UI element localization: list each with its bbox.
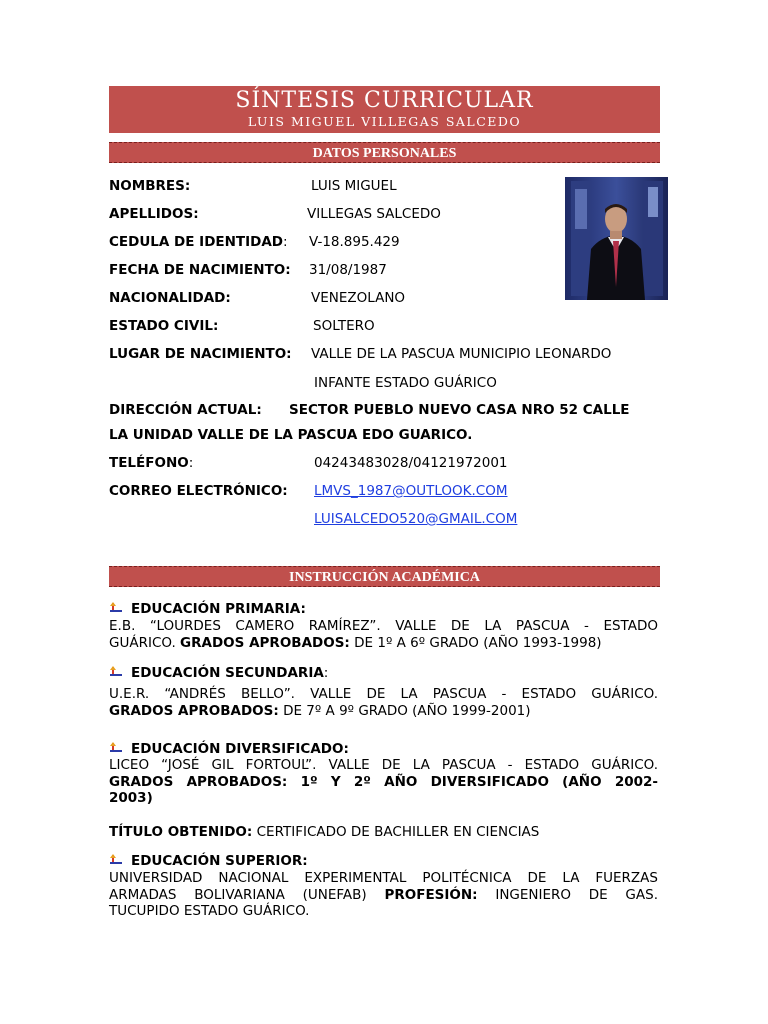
field-label: LUGAR DE NACIMIENTO: bbox=[109, 346, 292, 362]
edu-line: GRADOS APROBADOS: 1º Y 2º AÑO DIVERSIFICADO (AÑO 2002- bbox=[109, 773, 658, 790]
edu-primaria-text bbox=[109, 618, 658, 651]
email-link-2[interactable] bbox=[314, 510, 517, 528]
field-apellidos bbox=[109, 205, 199, 223]
edu-superior-heading bbox=[109, 853, 308, 870]
edu-line: ARMADAS BOLIVARIANA (UNEFAB) bbox=[109, 886, 367, 903]
field-value-lugar-2: INFANTE ESTADO GUÁRICO bbox=[314, 375, 497, 391]
edu-line: U.E.R. “ANDRÉS BELLO”. VALLE DE LA PASCUA - ESTADO GUÁRICO. bbox=[109, 686, 658, 702]
field-cedula bbox=[109, 233, 288, 251]
profile-photo-image bbox=[565, 177, 668, 300]
field-lugar bbox=[109, 345, 292, 363]
field-estado-civil bbox=[109, 317, 218, 335]
field-value-direccion: SECTOR PUEBLO NUEVO CASA NRO 52 CALLE bbox=[289, 402, 630, 418]
section-personal-data: DATOS PERSONALES bbox=[109, 142, 660, 163]
field-value-nombres: LUIS MIGUEL bbox=[311, 178, 397, 194]
field-value-estado-civil: SOLTERO bbox=[313, 318, 375, 334]
field-label: DIRECCIÓN ACTUAL: bbox=[109, 402, 262, 418]
field-telefono bbox=[109, 454, 193, 472]
section-academic: INSTRUCCIÓN ACADÉMICA bbox=[109, 566, 660, 587]
email-link-outlook[interactable]: LMVS_1987@OUTLOOK.COM bbox=[314, 483, 508, 499]
arrow-bullet-icon bbox=[109, 602, 123, 614]
field-colon: : bbox=[188, 455, 194, 471]
arrow-bullet-icon bbox=[109, 854, 123, 866]
edu-diversificado-text bbox=[109, 757, 658, 807]
field-value-cedula: V-18.895.429 bbox=[309, 234, 400, 250]
field-label: NACIONALIDAD: bbox=[109, 290, 231, 306]
edu-line: 2003) bbox=[109, 790, 153, 806]
field-correo bbox=[109, 482, 288, 500]
field-label: TELÉFONO bbox=[109, 455, 189, 471]
edu-grades-label: GRADOS APROBADOS: bbox=[180, 634, 350, 651]
edu-line: GUÁRICO. bbox=[109, 634, 176, 651]
edu-line: INGENIERO DE GAS. bbox=[495, 886, 658, 903]
field-direccion bbox=[109, 401, 262, 419]
edu-primaria-heading bbox=[109, 601, 306, 618]
field-value-nacionalidad: VENEZOLANO bbox=[311, 290, 406, 306]
email-link-gmail[interactable]: LUISALCEDO520@GMAIL.COM bbox=[314, 511, 518, 527]
edu-line-2 bbox=[109, 887, 658, 904]
field-label: CEDULA DE IDENTIDAD bbox=[109, 234, 284, 250]
field-label: APELLIDOS: bbox=[109, 206, 199, 222]
titulo-value: CERTIFICADO DE BACHILLER EN CIENCIAS bbox=[256, 824, 540, 840]
field-label: CORREO ELECTRÓNICO: bbox=[109, 483, 288, 499]
edu-line: LICEO “JOSÉ GIL FORTOUL”. VALLE DE LA PASCUA - ESTADO GUÁRICO. bbox=[109, 757, 658, 773]
field-nacionalidad bbox=[109, 289, 231, 307]
edu-line: DE 7º A 9º GRADO (AÑO 1999-2001) bbox=[283, 702, 531, 719]
field-label: ESTADO CIVIL: bbox=[109, 318, 219, 334]
edu-secundaria-heading bbox=[109, 665, 328, 682]
arrow-bullet-icon bbox=[109, 742, 123, 754]
arrow-bullet-icon bbox=[109, 666, 123, 678]
edu-line: TUCUPIDO ESTADO GUÁRICO. bbox=[109, 903, 310, 919]
titulo-label: TÍTULO OBTENIDO: bbox=[109, 824, 253, 840]
edu-line: UNIVERSIDAD NACIONAL EXPERIMENTAL POLITÉCNICA DE LA FUERZAS bbox=[109, 870, 658, 886]
edu-diversificado-title: EDUCACIÓN DIVERSIFICADO: bbox=[131, 741, 349, 757]
field-value-fecha: 31/08/1987 bbox=[309, 262, 387, 278]
edu-primaria-title: EDUCACIÓN PRIMARIA: bbox=[131, 601, 306, 617]
email-link-1[interactable] bbox=[314, 482, 507, 500]
edu-secundaria-text bbox=[109, 686, 658, 719]
document-title: SÍNTESIS CURRICULAR bbox=[235, 88, 534, 113]
field-colon: : bbox=[283, 234, 288, 250]
field-value-telefono: 04243483028/04121972001 bbox=[314, 455, 508, 471]
field-label: FECHA DE NACIMIENTO: bbox=[109, 262, 291, 278]
titulo-obtenido bbox=[109, 823, 539, 841]
edu-superior-title: EDUCACIÓN SUPERIOR: bbox=[131, 853, 308, 869]
field-value-apellidos: VILLEGAS SALCEDO bbox=[307, 206, 441, 222]
edu-secundaria-title: EDUCACIÓN SECUNDARIA bbox=[131, 665, 324, 681]
field-fecha bbox=[109, 261, 291, 279]
title-banner bbox=[109, 86, 660, 133]
profile-photo bbox=[565, 177, 668, 300]
edu-grades-label: GRADOS APROBADOS: bbox=[109, 702, 279, 719]
edu-superior-text bbox=[109, 870, 658, 920]
field-value-lugar: VALLE DE LA PASCUA MUNICIPIO LEONARDO bbox=[311, 346, 612, 362]
edu-secundaria-colon: : bbox=[323, 665, 329, 681]
field-nombres bbox=[109, 177, 190, 195]
document-subtitle: LUIS MIGUEL VILLEGAS SALCEDO bbox=[247, 114, 522, 129]
edu-diversificado-heading bbox=[109, 741, 349, 758]
field-value-direccion-2: LA UNIDAD VALLE DE LA PASCUA EDO GUARICO. bbox=[109, 427, 473, 443]
edu-line: DE 1º A 6º GRADO (AÑO 1993-1998) bbox=[354, 634, 602, 651]
edu-profession-label: PROFESIÓN: bbox=[384, 886, 478, 903]
edu-line: E.B. “LOURDES CAMERO RAMÍREZ”. VALLE DE LA PASCUA - ESTADO bbox=[109, 618, 658, 634]
field-label: NOMBRES: bbox=[109, 178, 191, 194]
